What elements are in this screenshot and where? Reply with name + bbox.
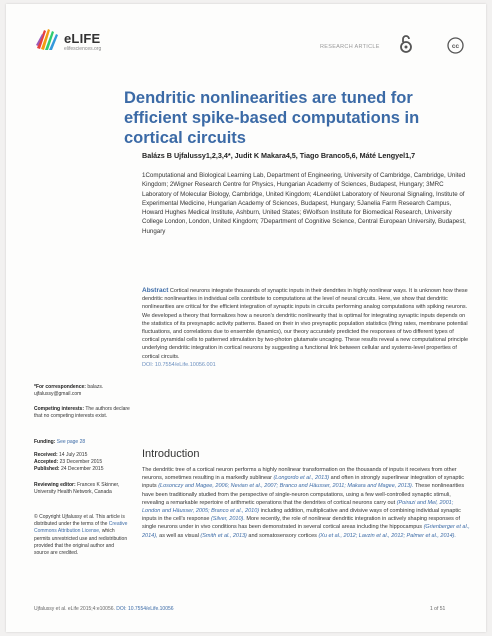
citation-link[interactable]: (Xu et al., 2012; Lavzin et al., 2012; Palmer et al., 2014). — [318, 532, 457, 539]
citation-link[interactable]: (Longordo et al., 2013) — [273, 475, 330, 482]
paper-title: Dendritic nonlinearities are tuned for efficient spike-based computations in cortical circuits — [124, 89, 420, 147]
affiliations: 1Computational and Biological Learning Lab, Department of Engineering, University of Cambridge, Cambridge, United Kingdom; 2Wigner Research Centre for Physics, Hungarian Academy of Sciences, Budapest, Hungary; 3MRC Laboratory of Molecular Biology, Cambridge, United Kingdom; 4Lendület Laboratory of Neuronal Signaling, Institute of Experimental Medicine, Hungarian Academy of Sciences, Budapest, Hungary; 5Janelia Farm Research Campus, Howard Hughes Medical Institute, Ashburn, United States; 6Wolfson Institute for Biomedical Research, University College London, London, United Kingdom; 7Department of Cognitive Science, Central European University, Budapest, Hungary — [142, 172, 466, 235]
dates: Received: 14 July 2015 Accepted: 23 December 2015 Published: 24 December 2015 — [34, 452, 104, 473]
footer-doi-link[interactable]: DOI: 10.7554/eLife.10056 — [116, 606, 174, 612]
abstract-doi-link[interactable]: DOI: 10.7554/eLife.10056.001 — [142, 361, 216, 368]
introduction-heading: Introduction — [142, 448, 200, 460]
journal-website: elifesciences.org — [64, 46, 102, 52]
abstract-text: Cortical neurons integrate thousands of synaptic inputs in their dendrites in highly nonlinear ways. It is unknown how these dendritic nonlinearities in individual cells contribute to computations at the level of neural circuits. Here, we show that dendritic nonlinearities are critical for the efficient integration of synaptic inputs in circuits performing analog computations with spiking neurons. We developed a theory that formalizes how a neuron's dendritic nonlinearity that is optimal for integrating synaptic inputs depends on the statistics of its presynaptic activity patterns. Based on their in vivo preynaptic population statistics (firing rates, membrane potential fluctuations, and correlations due to ensemble dynamics), our theory accurately predicted the responses of two different types of cortical pyramidal cells to patterned stimulation by two-photon glutamate uncaging. These results reveal a new computational principle underlying dendritic integration in cortical neurons by suggesting a functional link between cellular and systems-level properties of cortical circuits. — [142, 288, 469, 360]
paper-page — [6, 4, 486, 632]
footer-citation: Ujfalussy et al. eLife 2015;4:e10056. DOI: 10.7554/eLife.10056 — [34, 606, 174, 612]
introduction-text: The dendritic tree of a cortical neuron performs a highly nonlinear transformation on the thousands of inputs it receives from other neurons, sometimes resulting in a markedly sublinear (Longordo et al., 2013) and often in strongly superlinear integration of synaptic inputs (Losonczy and Magee, 2006; Nevian et al., 2007; Branco and Häusser, 2011; Makara and Magee, 2013). These nonlinearities have been traditionally studied from the perspective of single-neuron computations, using a few well-controlled synaptic stimuli, revealing a remarkable repertoire of arithmetic operations that the dendrites of cortical neurons carry out (Poirazi and Mel, 2001; London and Häusser, 2005; Branco et al., 2010) including addition, multiplicative and divisive ways of combining individual synaptic inputs in the cell's response (Silver, 2010). More recently, the role of nonlinear dendritic integration in actively shaping responses of single neurons under in vivo conditions has been demonstrated in several cortical areas including the hippocampus (Grienberger et al., 2014), as well as visual (Smith et al., 2013) and somatosensory cortices (Xu et al., 2012; Lavzin et al., 2012; Palmer et al., 2014). — [142, 467, 470, 539]
citation-link[interactable]: (Losonczy and Magee, 2006; Nevian et al., 2007; Branco and Häusser, 2011; Makara and Magee, 2013). — [158, 483, 414, 490]
journal-logo-text: eLIFE — [64, 31, 101, 46]
reviewing-editor: Reviewing editor: Frances K Skinner, University Health Network, Canada — [34, 482, 120, 496]
funding: Funding: See page 28 — [34, 439, 86, 445]
abstract-label: Abstract — [142, 287, 169, 294]
svg-text:cc: cc — [451, 43, 460, 50]
author-list: Balázs B Ujfalussy1,2,3,4*, Judit K Makara4,5, Tiago Branco5,6, Máté Lengyel1,7 — [142, 151, 416, 160]
abstract — [142, 287, 472, 369]
elife-logo-icon — [34, 26, 60, 52]
copyright: © Copyright Ujfalussy et al. This article is distributed under the terms of the Creative Commons Attribution License, which permits unrestricted use and redistribution provided that the original author and source are credited. — [34, 514, 128, 557]
creative-commons-icon — [447, 37, 464, 54]
citation-link[interactable]: (Grienberger et al., 2014), — [142, 524, 470, 539]
license-link[interactable]: Creative Commons Attribution License, — [34, 521, 128, 535]
citation-link[interactable]: (Silver, 2010). — [210, 516, 245, 523]
correspondence: *For correspondence: balazs. ujfalussy@gmail.com — [34, 384, 104, 398]
page-number: 1 of 51 — [430, 606, 446, 612]
open-access-icon — [398, 34, 414, 54]
copyright-icon: © — [34, 514, 38, 520]
competing-interests: Competing interests: The authors declare that no competing interests exist. — [34, 406, 130, 420]
article-type: RESEARCH ARTICLE — [320, 44, 380, 50]
funding-link[interactable]: See page 28 — [56, 439, 86, 445]
correspondence-email[interactable]: balazs. ujfalussy@gmail.com — [34, 384, 104, 398]
citation-link[interactable]: (Smith et al., 2013) — [200, 532, 247, 539]
citation-link[interactable]: (Poirazi and Mel, 2001; London and Häusser, 2005; Branco et al., 2010) — [142, 499, 454, 515]
